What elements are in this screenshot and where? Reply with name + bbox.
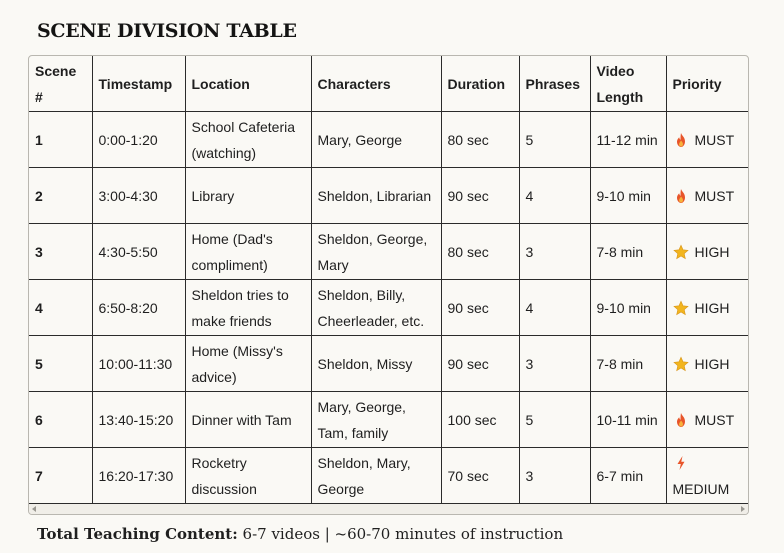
footer-label: Total Teaching Content: — [37, 525, 238, 543]
star-icon — [673, 298, 689, 314]
cell-phrases: 3 — [519, 224, 590, 280]
cell-characters: Sheldon, Mary, George — [311, 448, 441, 504]
cell-priority — [666, 336, 748, 392]
cell-characters: Sheldon, George, Mary — [311, 224, 441, 280]
column-header: Timestamp — [92, 56, 185, 112]
column-header: Scene # — [29, 56, 92, 112]
cell-timestamp: 3:00-4:30 — [92, 168, 185, 224]
footer-text: 6-7 videos | ~60-70 minutes of instruction — [237, 525, 564, 543]
cell-phrases: 4 — [519, 280, 590, 336]
cell-priority — [666, 392, 748, 448]
priority-label: MUST — [694, 187, 735, 204]
cell-phrases: 5 — [519, 112, 590, 168]
column-header: Characters — [311, 56, 441, 112]
cell-characters: Sheldon, Librarian — [311, 168, 441, 224]
cell-scene: 1 — [29, 112, 92, 168]
horizontal-scrollbar[interactable] — [29, 504, 748, 514]
cell-duration: 100 sec — [441, 392, 519, 448]
cell-phrases: 4 — [519, 168, 590, 224]
priority-label: HIGH — [694, 243, 730, 260]
cell-timestamp: 6:50-8:20 — [92, 280, 185, 336]
cell-timestamp: 10:00-11:30 — [92, 336, 185, 392]
cell-scene: 6 — [29, 392, 92, 448]
lightning-icon — [673, 453, 689, 469]
total-teaching-content — [37, 525, 563, 543]
cell-duration: 80 sec — [441, 112, 519, 168]
cell-characters: Mary, George, Tam, family — [311, 392, 441, 448]
cell-characters: Sheldon, Missy — [311, 336, 441, 392]
cell-scene: 5 — [29, 336, 92, 392]
table-row — [29, 392, 748, 448]
fire-icon — [673, 186, 689, 202]
cell-location: Sheldon tries to make friends — [185, 280, 311, 336]
table-header-row — [29, 56, 748, 112]
cell-priority — [666, 224, 748, 280]
cell-phrases: 5 — [519, 392, 590, 448]
cell-priority — [666, 168, 748, 224]
cell-video-length: 7-8 min — [590, 224, 666, 280]
cell-priority — [666, 448, 748, 504]
cell-location: Library — [185, 168, 311, 224]
fire-icon — [673, 410, 689, 426]
column-header: Duration — [441, 56, 519, 112]
priority-label: MEDIUM — [672, 480, 730, 497]
cell-characters: Sheldon, Billy, Cheerleader, etc. — [311, 280, 441, 336]
cell-video-length: 6-7 min — [590, 448, 666, 504]
cell-duration: 90 sec — [441, 280, 519, 336]
scene-table-container[interactable] — [28, 55, 749, 515]
cell-duration: 90 sec — [441, 168, 519, 224]
column-header: Location — [185, 56, 311, 112]
priority-label: HIGH — [694, 299, 730, 316]
column-header: Video Length — [590, 56, 666, 112]
cell-timestamp: 16:20-17:30 — [92, 448, 185, 504]
table-row — [29, 336, 748, 392]
cell-scene: 2 — [29, 168, 92, 224]
star-icon — [673, 354, 689, 370]
cell-duration: 90 sec — [441, 336, 519, 392]
priority-label: MUST — [694, 411, 735, 428]
scene-division-table — [29, 56, 748, 504]
cell-timestamp: 0:00-1:20 — [92, 112, 185, 168]
scroll-right-arrow-icon[interactable] — [741, 506, 745, 512]
cell-location: Home (Missy's advice) — [185, 336, 311, 392]
cell-location: Dinner with Tam — [185, 392, 311, 448]
cell-location: Home (Dad's compliment) — [185, 224, 311, 280]
table-row — [29, 448, 748, 504]
priority-label: HIGH — [694, 355, 730, 372]
cell-priority — [666, 112, 748, 168]
cell-video-length: 9-10 min — [590, 168, 666, 224]
table-row — [29, 112, 748, 168]
cell-video-length: 11-12 min — [590, 112, 666, 168]
cell-phrases: 3 — [519, 448, 590, 504]
table-row — [29, 280, 748, 336]
fire-icon — [673, 130, 689, 146]
priority-label: MUST — [694, 131, 735, 148]
cell-scene: 7 — [29, 448, 92, 504]
cell-video-length: 9-10 min — [590, 280, 666, 336]
cell-video-length: 10-11 min — [590, 392, 666, 448]
scroll-left-arrow-icon[interactable] — [32, 506, 36, 512]
cell-duration: 70 sec — [441, 448, 519, 504]
column-header: Priority — [666, 56, 748, 112]
cell-video-length: 7-8 min — [590, 336, 666, 392]
cell-priority — [666, 280, 748, 336]
cell-phrases: 3 — [519, 336, 590, 392]
cell-characters: Mary, George — [311, 112, 441, 168]
cell-location: School Cafeteria (watching) — [185, 112, 311, 168]
cell-scene: 4 — [29, 280, 92, 336]
cell-timestamp: 13:40-15:20 — [92, 392, 185, 448]
table-row — [29, 168, 748, 224]
cell-location: Rocketry discussion — [185, 448, 311, 504]
table-row — [29, 224, 748, 280]
page-title: SCENE DIVISION TABLE — [37, 20, 297, 42]
star-icon — [673, 242, 689, 258]
cell-scene: 3 — [29, 224, 92, 280]
cell-duration: 80 sec — [441, 224, 519, 280]
column-header: Phrases — [519, 56, 590, 112]
cell-timestamp: 4:30-5:50 — [92, 224, 185, 280]
